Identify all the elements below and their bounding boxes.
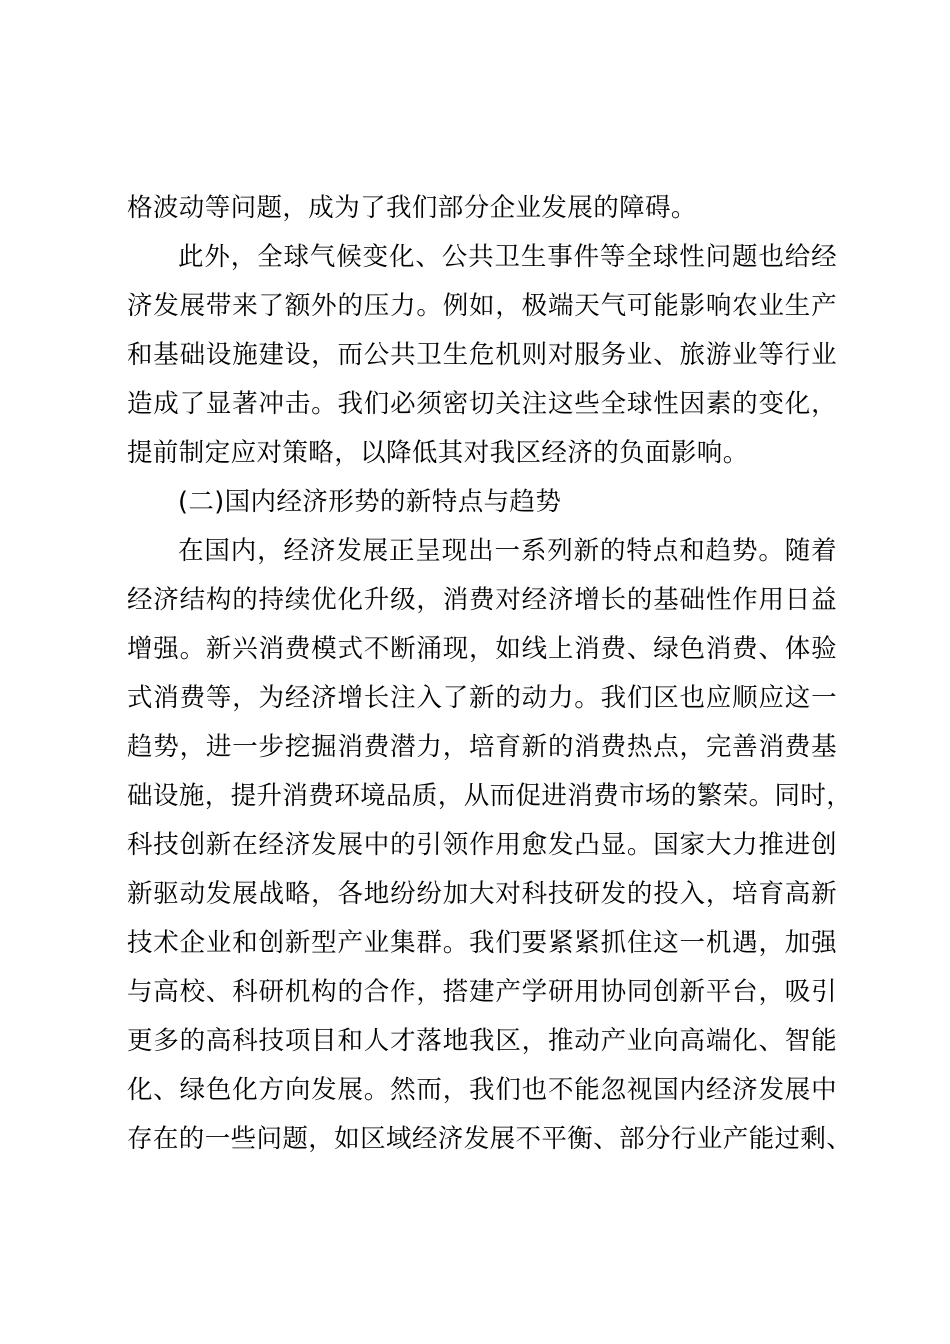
body-text-line: 增强。新兴消费模式不断涌现，如线上消费、绿色消费、体验 [127,634,837,664]
body-text-line: 造成了显著冲击。我们必须密切关注这些全球性因素的变化， [127,389,837,419]
body-text-line: 存在的一些问题，如区域经济发展不平衡、部分行业产能过剩、 [127,1124,853,1154]
section-heading: (二)国内经济形势的新特点与趋势 [178,487,562,517]
body-text-line: 化、绿色化方向发展。然而，我们也不能忽视国内经济发展中 [127,1075,837,1105]
body-text-line: 新驱动发展战略，各地纷纷加大对科技研发的投入，培育高新 [127,879,837,909]
body-text-line: 此外，全球气候变化、公共卫生事件等全球性问题也给经 [178,242,837,272]
body-text-line: 与高校、科研机构的合作，搭建产学研用协同创新平台，吸引 [127,977,837,1007]
body-text-line: 科技创新在经济发展中的引领作用愈发凸显。国家大力推进创 [127,830,837,860]
body-text-line: 提前制定应对策略，以降低其对我区经济的负面影响。 [127,438,749,468]
body-text-line: 技术企业和创新型产业集群。我们要紧紧抓住这一机遇，加强 [127,928,837,958]
body-text-line: 更多的高科技项目和人才落地我区，推动产业向高端化、智能 [127,1026,837,1056]
body-text-line: 和基础设施建设，而公共卫生危机则对服务业、旅游业等行业 [127,340,837,370]
body-text-line: 济发展带来了额外的压力。例如，极端天气可能影响农业生产 [127,291,837,321]
body-text-line: 础设施，提升消费环境品质，从而促进消费市场的繁荣。同时， [127,781,853,811]
body-text-line: 格波动等问题，成为了我们部分企业发展的障碍。 [127,193,697,223]
body-text-line: 经济结构的持续优化升级，消费对经济增长的基础性作用日益 [127,585,837,615]
body-text-line: 趋势，进一步挖掘消费潜力，培育新的消费热点，完善消费基 [127,732,837,762]
body-text-line: 在国内，经济发展正呈现出一系列新的特点和趋势。随着 [178,536,837,566]
body-text-line: 式消费等，为经济增长注入了新的动力。我们区也应顺应这一 [127,683,837,713]
